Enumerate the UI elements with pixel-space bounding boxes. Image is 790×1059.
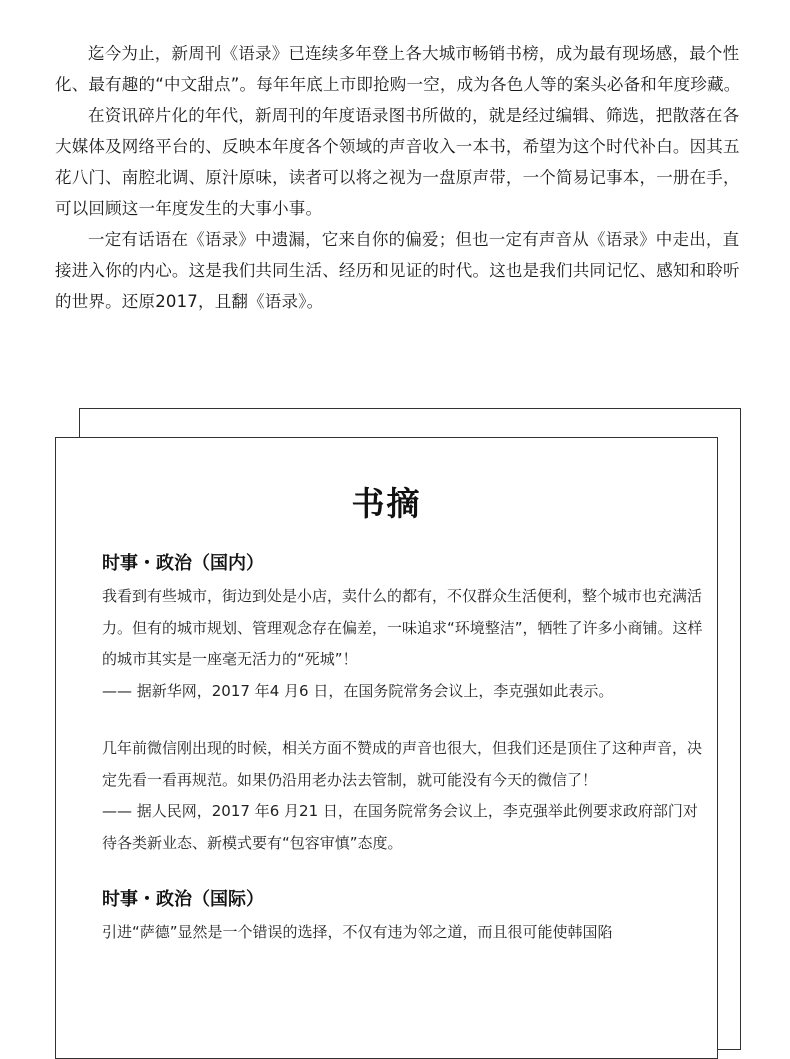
intro-paragraph: 一定有话语在《语录》中遗漏，它来自你的偏爱；但也一定有声音从《语录》中走出，直接进入你的内心。这是我们共同生活、经历和见证的时代。这也是我们共同记忆、感知和聆听的世界。还原2017，且翻《语录》。 <box>55 230 740 311</box>
digest-section-domestic <box>102 549 712 859</box>
quote-block <box>102 917 712 949</box>
intro-paragraph: 迄今为止，新周刊《语录》已连续多年登上各大城市畅销书榜，成为最有现场感，最个性化、最有趣的“中文甜点”。每年年底上市即抢购一空，成为各色人等的案头必备和年度珍藏。 <box>55 44 741 94</box>
quote-text: 引进“萨德”显然是一个错误的选择，不仅有违为邻之道，而且很可能使韩国陷 <box>102 923 613 941</box>
quote-text: 我看到有些城市，街边到处是小店，卖什么的都有，不仅群众生活便利，整个城市也充满活力。但有的城市规划、管理观念存在偏差，一味追求“环境整洁”，牺牲了许多小商铺。这样的城市其实是一座毫无活力的“死城”！ <box>102 587 703 668</box>
quote-text: 几年前微信刚出现的时候，相关方面不赞成的声音也很大，但我们还是顶住了这种声音，决定先看一看再规范。如果仍沿用老办法去管制，就可能没有今天的微信了！ <box>102 739 703 789</box>
section-heading: 时事・政治（国际） <box>102 889 264 910</box>
digest-title: 书摘 <box>351 484 422 523</box>
intro-paragraph: 在资讯碎片化的年代，新周刊的年度语录图书所做的，就是经过编辑、筛选，把散落在各大媒体及网络平台的、反映本年度各个领域的声音收入一本书，希望为这个时代补白。因其五花八门、南腔北调、原汁原味，读者可以将之视为一盘原声带，一个简易记事本，一册在手，可以回顾这一年度发生的大事小事。 <box>55 106 740 218</box>
quote-block <box>102 581 712 707</box>
intro-text <box>55 38 745 317</box>
section-heading: 时事・政治（国内） <box>102 553 264 574</box>
digest-content <box>102 549 712 949</box>
digest-section-international <box>102 885 712 949</box>
quote-block <box>102 733 712 859</box>
quote-source: —— 据人民网，2017 年6 月21 日，在国务院常务会议上，李克强举此例要求政府部门对待各类新业态、新模式要有“包容审慎”态度。 <box>102 802 698 852</box>
quote-source: —— 据新华网，2017 年4 月6 日，在国务院常务会议上，李克强如此表示。 <box>102 681 614 700</box>
digest-box <box>55 437 718 1059</box>
